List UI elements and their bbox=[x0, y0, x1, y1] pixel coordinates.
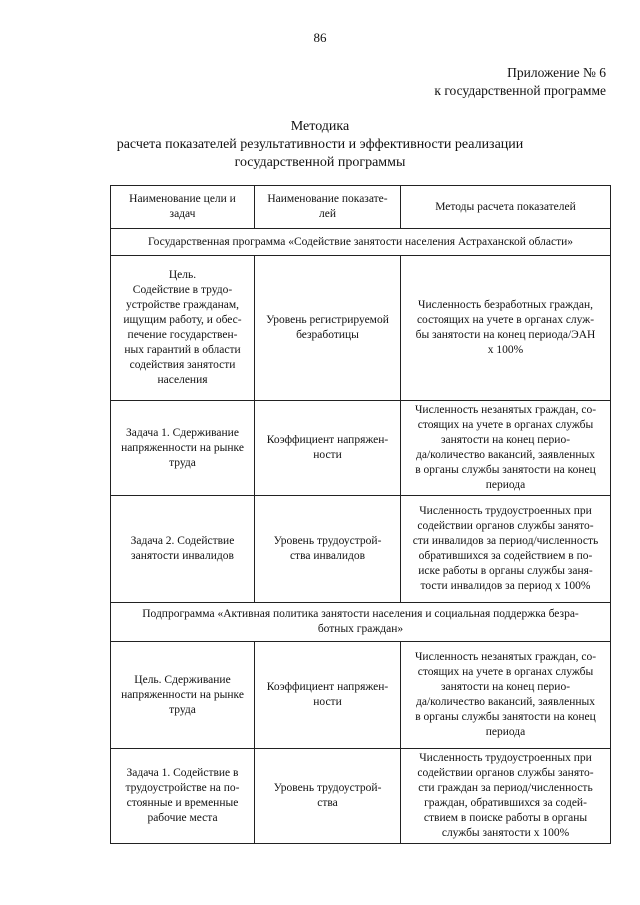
goal-cell: Задача 1. Сдерживание напряженности на рынке труда bbox=[111, 401, 255, 496]
goal-cell: Цель. Содействие в трудо- устройстве гражданам, ищущим работу, и обес- печение государствен- ных гарантий в области содействия занятости населения bbox=[111, 256, 255, 401]
section-title: Подпрограмма «Активная политика занятости населения и социальная поддержка безра- ботных граждан» bbox=[111, 603, 611, 642]
indicator-cell: Уровень регистрируемой безработицы bbox=[255, 256, 401, 401]
method-cell: Численность незанятых граждан, со- стоящих на учете в органах службы занятости на конец перио- да/количество вакансий, заявленных в органы службы занятости на конец периода bbox=[401, 401, 611, 496]
header-goal: Наименование цели и задач bbox=[111, 186, 255, 229]
indicator-cell: Коэффициент напряжен- ности bbox=[255, 642, 401, 749]
section-title: Государственная программа «Содействие занятости населения Астраханской области» bbox=[111, 229, 611, 256]
document-title bbox=[100, 118, 540, 172]
section-row bbox=[111, 229, 611, 256]
table-header-row bbox=[111, 186, 611, 229]
appendix-reference: к государственной программе bbox=[434, 83, 606, 98]
table-row bbox=[111, 642, 611, 749]
appendix-number: Приложение № 6 bbox=[507, 65, 606, 80]
methods-table bbox=[110, 185, 611, 844]
indicator-cell: Уровень трудоустрой- ства bbox=[255, 749, 401, 844]
header-indicator: Наименование показате- лей bbox=[255, 186, 401, 229]
goal-cell: Цель. Сдерживание напряженности на рынке труда bbox=[111, 642, 255, 749]
method-cell: Численность безработных граждан, состоящих на учете в органах служ- бы занятости на конец периода/ЭАН х 100% bbox=[401, 256, 611, 401]
indicator-cell: Коэффициент напряжен- ности bbox=[255, 401, 401, 496]
method-cell: Численность трудоустроенных при содействии органов службы занято- сти граждан за период/численность граждан, обратившихся за содей- ствием в поиске работы в органы службы занятости х 100% bbox=[401, 749, 611, 844]
goal-cell: Задача 1. Содействие в трудоустройстве на по- стоянные и временные рабочие места bbox=[111, 749, 255, 844]
method-cell: Численность незанятых граждан, со- стоящих на учете в органах службы занятости на конец перио- да/количество вакансий, заявленных в органы службы занятости на конец периода bbox=[401, 642, 611, 749]
table-row bbox=[111, 749, 611, 844]
appendix-heading bbox=[434, 64, 606, 100]
method-cell: Численность трудоустроенных при содействии органов службы занято- сти инвалидов за период/численность обратившихся за содействием в по- иске работы в органы службы заня- тости инвалидов за период х 100% bbox=[401, 496, 611, 603]
indicator-cell: Уровень трудоустрой- ства инвалидов bbox=[255, 496, 401, 603]
title-line-2: расчета показателей результативности и эффективности реализации государственной программы bbox=[116, 137, 524, 170]
section-row bbox=[111, 603, 611, 642]
title-line-1: Методика bbox=[290, 119, 350, 134]
table-row bbox=[111, 496, 611, 603]
page-number: 86 bbox=[313, 30, 327, 45]
table-row bbox=[111, 256, 611, 401]
table-row bbox=[111, 401, 611, 496]
goal-cell: Задача 2. Содействие занятости инвалидов bbox=[111, 496, 255, 603]
header-method: Методы расчета показателей bbox=[401, 186, 611, 229]
